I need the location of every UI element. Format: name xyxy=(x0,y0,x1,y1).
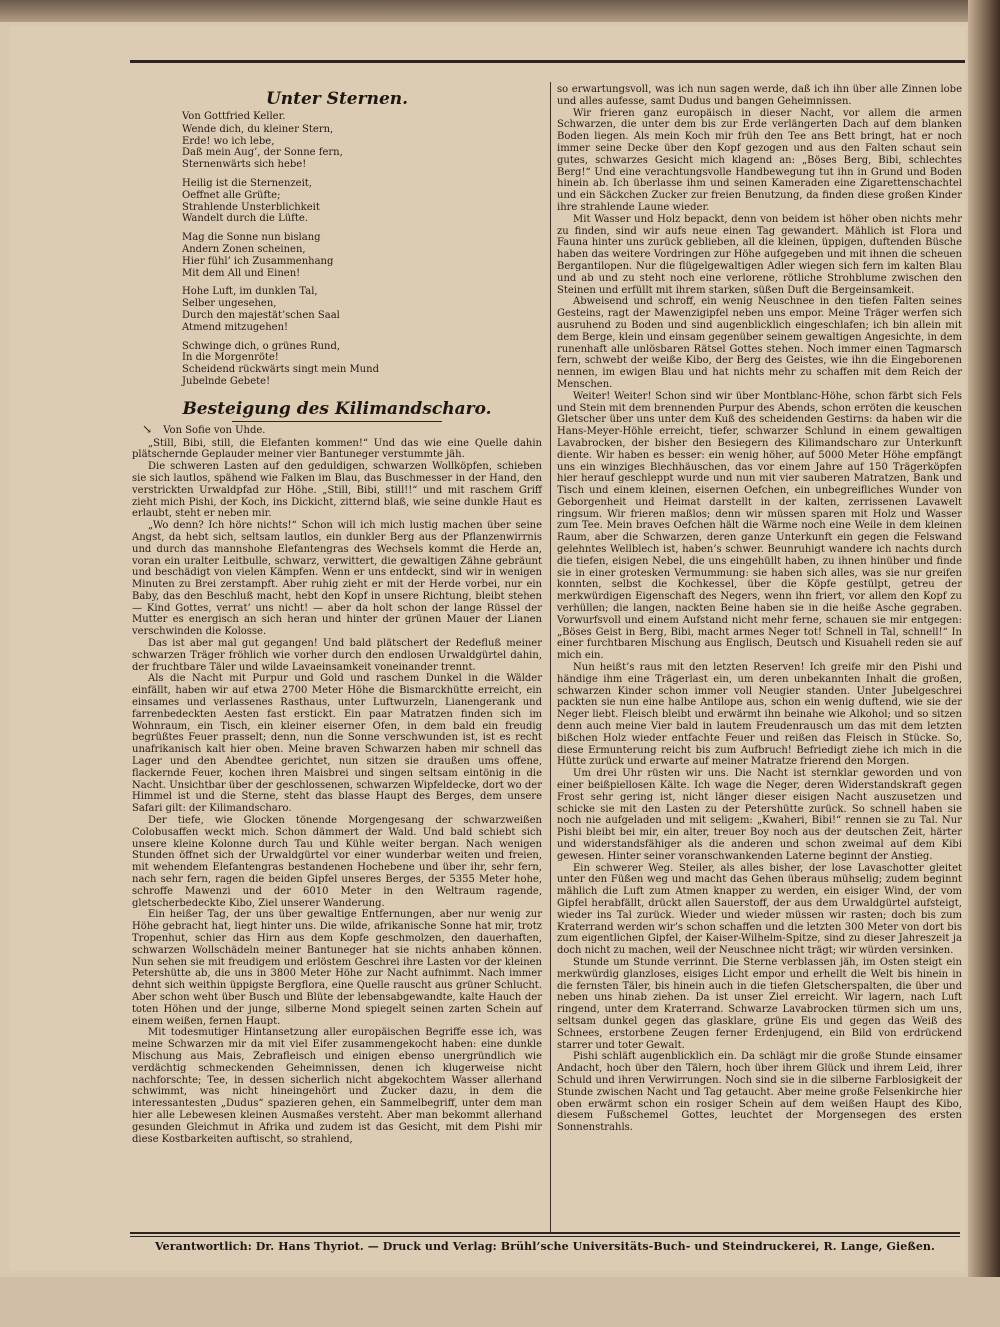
poem-line: Durch den majestät’schen Saal xyxy=(182,309,340,321)
article-paragraph: Das ist aber mal gut gegangen! Und bald plätschert der Redefluß meiner schwarzen Träger fröhlich wie vorher durch den endlosen Urwaldgürtel dahin, der fruchtbare Täler und wilde Lavaeinsamkeit voneinander trennt. xyxy=(132,638,542,673)
poem-byline: Von Gottfried Keller. xyxy=(182,111,286,122)
poem-line: Daß mein Aug’, der Sonne fern, xyxy=(182,147,343,159)
pencil-mark: ↘ xyxy=(142,421,153,436)
poem-line: Selber ungesehen, xyxy=(182,298,277,310)
article-paragraph: Weiter! Weiter! Schon sind wir über Montblanc-Höhe, schon färbt sich Fels und Stein mit dem brennenden Purpur des Abends, schon erröten die keuschen Gletscher über uns unter dem Kuß des scheidenden Gestirns: da haben wir die Hans-Meyer-Höhle erreicht, tiefer, schwarzer Schlund in einem gewaltigen Lavabrocken, der bisher den Besiegern des Kilimandscharo zur Unterkunft diente. Wir haben es besser: ein wenig höher, auf 5000 Meter Höhe empfängt uns ein winziges Blechhäuschen, das vor einem Jahre auf 150 Trägerköpfen hier herauf geschleppt wurde und nun mit vier sauberen Matratzen, Bank und Tisch und einem kleinen, eisernen Oefchen, ein unbegreifliches Wunder von Geborgenheit und Heimat darstellt in der kalten, zerrissenen Lavawelt ringsum. Wir frieren maßlos; denn wir müssen sparen mit Holz und Wasser zum Tee. Mein braves Oefchen hält die Wärme noch eine Weile in dem kleinen Raum, aber die Schwarzen, deren ganze Unterkunft ein gegen die Felswand gelehntes Wellblech ist, haben’s schwer. Beunruhigt wandere ich nachts durch die tiefen, eisigen Nebel, die uns eingehüllt haben, zu ihnen hinüber und finde sie in einer grotesken Vermummung: sie haben sich alles, was sie nur greifen konnten, selbst die Kochkessel, über die Köpfe gestülpt, getreu der merkwürdigen Eigenschaft des Negers, wenn ihn friert, vor allem den Kopf zu verhüllen; die langen, nackten Beine haben sie in die heiße Asche gegraben. Vorwurfsvoll und einem Aufstand nicht mehr ferne, schauen sie mir entgegen: „Böses Geist in Berg, Bibi, macht armes Neger tot! Schnell in Tal, schnell!“ In einer furchtbaren Mischung aus Englisch, Deutsch und Kisuaheli reden sie auf mich ein. xyxy=(557,390,962,662)
left-column xyxy=(132,84,542,1145)
poem-line: Hohe Luft, im dunklen Tal, xyxy=(182,286,318,298)
article-paragraph: Wir frieren ganz europäisch in dieser Nacht, vor allem die armen Schwarzen, die unter dem bis zur Erde verlängerten Dach auf dem blanken Boden liegen. Als mein Koch mir früh den Tee ans Bett bringt, hat er noch immer seine Decke über den Kopf gezogen und aus den Falten schaut sein gutes, schwarzes Gesicht mich klagend an: „Böses Berg, Bibi, schlechtes Berg!“ Und eine verachtungsvolle Handbewegung tut ihn in Grund und Boden hinein ab. Ich überlasse ihm und seinen Kameraden eine Zigarettenschachtel und ein Säckchen Zucker zur freien Benutzung, da finden diese großen Kinder ihre strahlende Laune wieder. xyxy=(557,107,962,213)
poem-body xyxy=(182,124,542,388)
bottom-rule xyxy=(130,1232,960,1234)
poem-line: Mit dem All und Einen! xyxy=(182,267,301,279)
poem-line: Oeffnet alle Grüfte; xyxy=(182,189,281,201)
poem-line: Heilig ist die Sternenzeit, xyxy=(182,177,312,189)
article-paragraph: „Still, Bibi, still, die Elefanten kommen!“ Und das wie eine Quelle dahin plätschernde Geplauder meiner vier Bantuneger verstummte jäh. xyxy=(132,437,542,461)
poem-line: Wende dich, du kleiner Stern, xyxy=(182,123,334,135)
poem-line: Sternenwärts sich hebe! xyxy=(182,159,307,171)
poem-stanza xyxy=(182,124,542,171)
poem-stanza xyxy=(182,286,542,333)
poem-line: Scheidend rückwärts singt mein Mund xyxy=(182,364,379,376)
poem-title: Unter Sternen. xyxy=(265,89,409,109)
article-title xyxy=(132,400,542,422)
poem-line: Erde! wo ich lebe, xyxy=(182,135,275,147)
right-column xyxy=(557,84,962,1134)
poem-stanza xyxy=(182,232,542,279)
article-continuation: so erwartungsvoll, was ich nun sagen werde, daß ich ihn über alle Zinnen lobe und alles aufesse, samt Dudus und bangen Geheimnissen. xyxy=(557,84,962,107)
article-paragraph: Nun heißt’s raus mit den letzten Reserven! Ich greife mir den Pishi und händige ihm eine Trägerlast ein, um deren unbekannten Inhalt die großen, schwarzen Kinder schon immer voll Neugier standen. Unter Jubelgeschrei packten sie nun eine halbe Antilope aus, schon ein wenig duftend, wie sie der Neger liebt. Fleisch bleibt und erwärmt ihn beinahe wie Alkohol; und so sitzen denn auch meine Vier bald in lautem Freudenrausch um das mit dem letzten bißchen Holz wieder entfachte Feuer und reißen das Fleisch in Stücke. So, diese Ermunterung reicht bis zum Aufbruch! Befriedigt ziehe ich mich in die Hütte zurück und erwarte auf meiner Matratze frierend den Morgen. xyxy=(557,662,962,768)
article-paragraph: Ein schwerer Weg. Steiler, als alles bisher, der lose Lavaschotter gleitet unter den Füßen weg und macht das Gehen überaus mühselig; zudem beginnt mählich die Luft zum Atmen knapper zu werden, ein eisiger Wind, der vom Gipfel herabfällt, drückt allen Sauerstoff, der aus dem Urwaldgürtel aufsteigt, wieder ins Tal zurück. Wieder und wieder müssen wir rasten; doch bis zum Kraterrand werden wir’s schon schaffen und die letzten 300 Meter von dort bis zum eigentlichen Gipfel, der Kaiser-Wilhelm-Spitze, sind zu dieser Jahreszeit ja doch nicht zu machen, weil der Neuschnee nicht trägt; wir würden versinken. xyxy=(557,862,962,957)
article-paragraph: Der tiefe, wie Glocken tönende Morgengesang der schwarzweißen Colobusaffen weckt mich. Schon dämmert der Wald. Und bald schiebt sich unsere kleine Kolonne durch Tau und Kühle weiter bergan. Nach wenigen Stunden öffnet sich der Urwaldgürtel vor einer wunderbar weiten und freien, mit wehendem Elefantengras bestandenen Hochebene und über ihr, sehr fern, nach sehr fern, ragen die beiden Gipfel unseres Berges, der 5355 Meter hohe, schroffe Mawenzi und der 6010 Meter in den Weltraum ragende, gletscherbedeckte Kibo, Ziel unserer Wanderung. xyxy=(132,815,542,909)
poem-line: Andern Zonen scheinen, xyxy=(182,243,306,255)
scan-edge-bottom xyxy=(0,1277,1000,1327)
article-paragraph: Ein heißer Tag, der uns über gewaltige Entfernungen, aber nur wenig zur Höhe gebracht hat, liegt hinter uns. Die wilde, afrikanische Sonne hat mir, trotz Tropenhut, schier das Hirn aus dem Kopfe geschmolzen, den dauerhaften, schwarzen Wollschädeln meiner Bantuneger hat sie nichts anhaben können. Nun sehen sie mit freudigem und erlöstem Geschrei ihre Lasten vor der kleinen Petershütte ab, die uns in 3800 Meter Höhe zur Nacht aufnimmt. Nach immer dehnt sich weithin üppigste Bergflora, eine Quelle rauscht aus grüner Schlucht. Aber schon weht über Busch und Blüte der lebensabgewandte, kalte Hauch der toten Höhen und der junge, silberne Mond spiegelt seinen zarten Schein auf einem weißen, fernen Haupt. xyxy=(132,909,542,1027)
top-rule xyxy=(130,60,965,63)
poem-stanza xyxy=(182,341,542,388)
poem-line: Mag die Sonne nun bislang xyxy=(182,232,321,244)
article-paragraph: Pishi schläft augenblicklich ein. Da schlägt mir die große Stunde einsamer Andacht, hoch über den Tälern, hoch über ihrem Glück und ihrem Leid, ihrer Schuld und ihren Verwirrungen. Noch sind sie in die silberne Farblosigkeit der Stunde zwischen Nacht und Tag getaucht. Aber meine große Felsenkirche hier oben erwärmt schon ein rosiger Schein auf dem weißen Haupt des Kibo, diesem Fußschemel Gottes, leuchtet der Morgensegen des ersten Sonnenstrahls. xyxy=(557,1051,962,1134)
imprint-footer: Verantwortlich: Dr. Hans Thyriot. — Druck und Verlag: Brühl’sche Universitäts-Buch- und Steindruckerei, R. Lange, Gießen. xyxy=(155,1240,935,1253)
scan-edge-top xyxy=(0,0,1000,22)
poem-line: Wandelt durch die Lüfte. xyxy=(182,213,308,225)
title-underline xyxy=(232,421,442,422)
article-title-text: Besteigung des Kilimandscharo. xyxy=(182,398,492,419)
article-paragraph: „Wo denn? Ich höre nichts!“ Schon will ich mich lustig machen über seine Angst, da hebt sich, seltsam lautlos, ein dunkler Berg aus der Pflanzenwirrnis und durch das mannshohe Elefantengras des Wechsels kommt die Herde an, voran ein uralter Leitbulle, schwarz, verwittert, die gewaltigen Zähne gebräunt und beschädigt von vielen Kämpfen. Wenn er uns entdeckt, sind wir in wenigen Minuten zu Brei zerstampft. Aber ruhig zieht er mit der Herde vorbei, nur ein Baby, das den Beschluß macht, hebt den Kopf in unsere Richtung, bleibt stehen — Kind Gottes, verrat’ uns nicht! — aber da holt schon der lange Rüssel der Mutter es energisch an sich heran und hinter der grünen Mauer der Lianen verschwinden die Kolosse. xyxy=(132,520,542,638)
poem-line: Hier fühl’ ich Zusammenhang xyxy=(182,255,334,267)
poem-line: Atmend mitzugehen! xyxy=(182,321,289,333)
article-paragraph: Mit Wasser und Holz bepackt, denn von beidem ist höher oben nichts mehr zu finden, sind wir aufs neue einen Tag gewandert. Mählich ist Flora und Fauna hinter uns zurück geblieben, all die kleinen, üppigen, duftenden Büsche haben das weitere Vordringen zur Höhe aufgegeben und mit ihnen die scheuen Bergantilopen. Nur die flügelgewaltigen Adler wiegen sich fern im kalten Blau und ab und zu steht noch eine verlorene, rötliche Strohblume zwischen den Steinen und erfüllt mit ihrem starken, süßen Duft die Bergeinsamkeit. xyxy=(557,213,962,296)
article-right-text xyxy=(557,108,962,1134)
article-paragraph: Mit todesmutiger Hintansetzung aller europäischen Begriffe esse ich, was meine Schwarzen mir da mit viel Eifer zusammengekocht haben: eine dunkle Mischung aus Mais, Zebrafleisch und einigen ebenso unergründlich wie verdächtig schmeckenden Geheimnissen, denen ich klugerweise nicht nachforschte; Tee, in dessen sicherlich nicht abgekochtem Wasser allerhand schwimmt, was nicht hineingehört und Zucker dazu, in dem die interessantesten „Dudus“ spazieren gehen, ein Sammelbegriff, unter dem man hier alle Lebewesen kleinen Ausmaßes versteht. Aber man bekommt allerhand gesunden Gleichmut in Afrika und zudem ist das Gesicht, mit dem Pishi mir diese Kostbarkeiten auftischt, so strahlend, xyxy=(132,1027,542,1145)
article-byline-row xyxy=(132,421,542,437)
article-left-text xyxy=(132,438,542,1146)
article-paragraph: Als die Nacht mit Purpur und Gold und raschem Dunkel in die Wälder einfällt, haben wir auf etwa 2700 Meter Höhe die Bismarckhütte erreicht, ein einsames und verlassenes Rasthaus, unter Luftwurzeln, Lianengerank und farrenbedeckten Aesten fast erstickt. Ein paar Matratzen finden sich im Wohnraum, ein Tisch, ein kleiner eiserner Ofen, in dem bald ein freudig begrüßtes Feuer prasselt; denn, nun die Sonne verschwunden ist, ist es recht unafrikanisch kalt hier oben. Meine braven Schwarzen haben mir schnell das Lager und den Abendtee gerichtet, nun sitzen sie draußen ums offene, flackernde Feuer, kochen ihren Maisbrei und singen seltsam eintönig in die Nacht. Unsichtbar über der geschlossenen, schwarzen Wipfeldecke, dort wo der Himmel ist und die Sterne, steht das blasse Haupt des Berges, dem unsere Safari gilt: der Kilimandscharo. xyxy=(132,673,542,815)
poem-line: In die Morgenröte! xyxy=(182,352,279,364)
article-byline: Von Sofie von Uhde. xyxy=(163,424,266,436)
article-paragraph: Stunde um Stunde verrinnt. Die Sterne verblassen jäh, im Osten steigt ein merkwürdig glanzloses, eisiges Licht empor und erhellt die Welt bis hinein in die fernsten Täler, bis hinein auch in die tiefen Gletscherspalten, die über und neben uns hinab ziehen. Da ist unser Ziel erreicht. Wir lagern, nach Luft ringend, unter dem Kraterrand. Schwarze Lavabrocken türmen sich um uns, seltsam dunkel gegen das glasklare, grüne Eis und gegen das Weiß des Schnees, erstorbene Zeugen ferner Erdenjugend, ein Bild von erdrückend starrer und toter Gewalt. xyxy=(557,956,962,1051)
scan-binding-edge xyxy=(968,0,1000,1327)
column-divider xyxy=(550,82,551,1232)
article-paragraph: Um drei Uhr rüsten wir uns. Die Nacht ist sternklar geworden und von einer beißpiellosen Kälte. Ich wage die Neger, deren Widerstandskraft gegen Frost sehr gering ist, nicht länger dieser eisigen Nacht auszusetzen und schicke sie mit den Lasten zu der Petershütte zurück. So schnell haben sie noch nie aufgeladen und mit seligem: „Kwaheri, Bibi!“ rennen sie zu Tal. Nur Pishi bleibt bei mir, ein alter, treuer Boy noch aus der deutschen Zeit, härter und widerstandsfähiger als die anderen und schon zweimal auf dem Kibi gewesen. Hinter seiner voranschwankenden Laterne beginnt der Anstieg. xyxy=(557,768,962,862)
article-paragraph: Die schweren Lasten auf den geduldigen, schwarzen Wollköpfen, schieben sie sich lautlos, spähend wie Falken im Blau, das Buschmesser in der Hand, den verstrickten Urwaldpfad zur Höhe. „Still, Bibi, still!!“ und mit raschem Griff zieht mich Pishi, der Koch, ins Dickicht, zitternd blaß, wie seine dunkle Haut es erlaubt, steht er neben mir. xyxy=(132,461,542,520)
bottom-rule-thin xyxy=(130,1236,960,1237)
poem-stanza xyxy=(182,178,542,225)
poem-line: Strahlende Unsterblichkeit xyxy=(182,201,320,213)
poem-line: Schwinge dich, o grünes Rund, xyxy=(182,340,341,352)
poem-line: Jubelnde Gebete! xyxy=(182,375,271,387)
article-paragraph: Abweisend und schroff, ein wenig Neuschnee in den tiefen Falten seines Gesteins, ragt der Mawenzigipfel neben uns empor. Meine Träger werfen sich ausruhend zu Boden und sind augenblicklich eingeschlafen; ich bin allein mit dem Berge, klein und einsam gegenüber seinem gewaltigen Angesichte, in dem runenhaft alle unlösbaren Rätsel Gottes stehen. Noch immer einen Tagmarsch fern, schwebt der weiße Kibo, der Berg des Geistes, wie ihn die Eingeborenen nennen, im ewigen Blau und hat nichts mehr zu schaffen mit dem Reich der Menschen. xyxy=(557,296,962,390)
